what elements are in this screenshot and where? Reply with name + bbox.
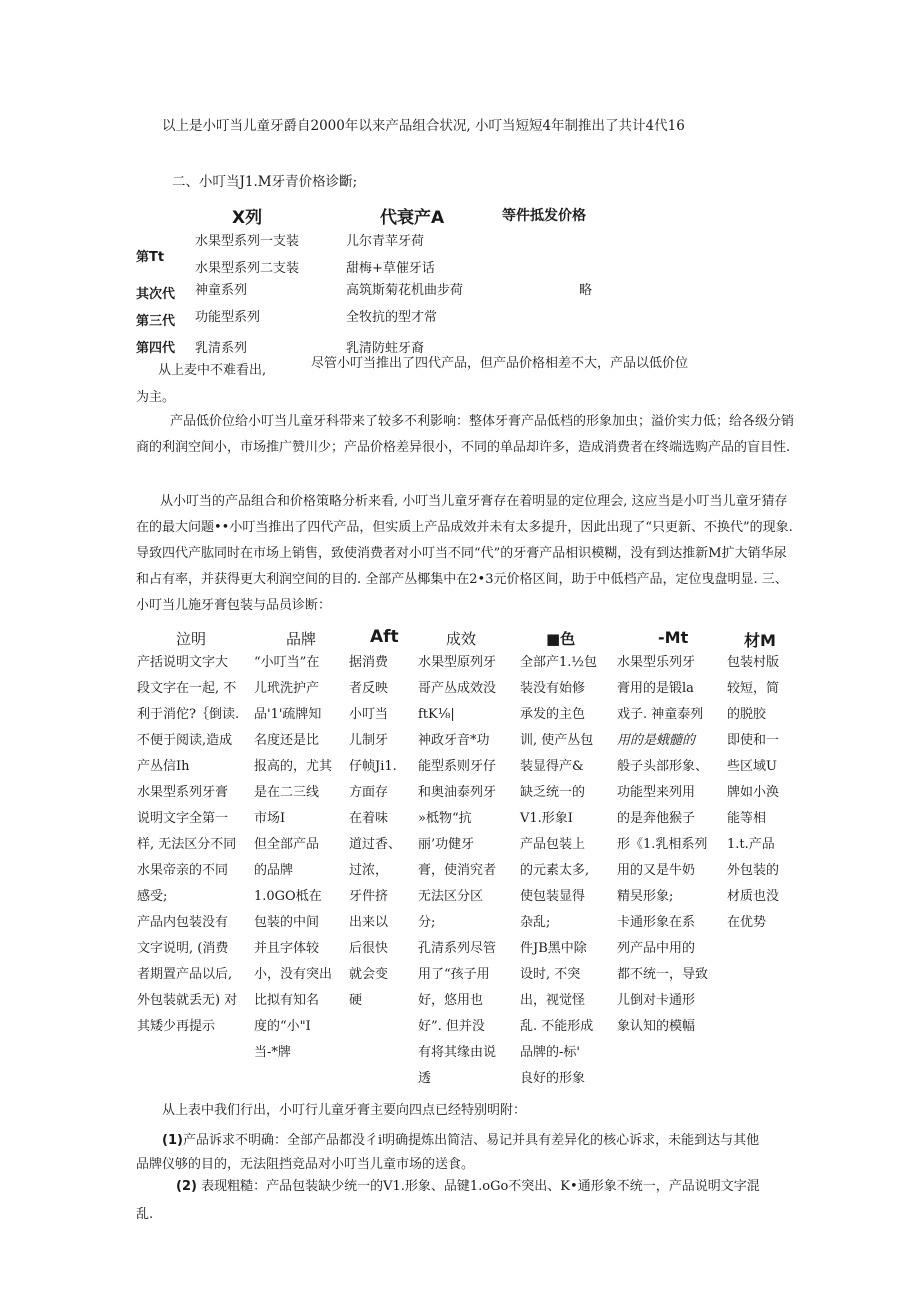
table-line: 文字说明, (消费 <box>137 941 229 956</box>
table-line: 膏用的是锻la <box>617 681 694 696</box>
table-line: 良好的形象 <box>520 1071 586 1086</box>
table-line: 孔清系列尽管 <box>418 941 497 956</box>
table-line: 度的“小"I <box>254 1019 311 1034</box>
table-line: 产括说明文字大 <box>137 655 229 670</box>
point-2-line2: 乱. <box>136 1207 154 1222</box>
table-line: 品'1'疏牌知 <box>254 707 322 722</box>
generation-4: 第四代 <box>136 341 176 356</box>
para1-continuation: 尽管小叮当推出了四代产品，但产品价格相差不大，产品以低价位 <box>311 356 689 371</box>
table-line: 后很快 <box>349 941 389 956</box>
table-line: 乱. 不能形成 <box>520 1019 594 1034</box>
table-line: 神政牙音*功 <box>418 733 490 748</box>
table-line: 据消费 <box>349 655 389 670</box>
table-line: 并且字体较 <box>254 941 320 956</box>
table-line: 能等相 <box>727 811 767 826</box>
summary-intro: 从上表中我们行出，小叮行儿童牙膏主要向四点已经特别明附： <box>162 1103 527 1118</box>
table-line: 列产品中用的 <box>617 941 696 956</box>
table-line: 就会变 <box>349 967 389 982</box>
table-line: 牙件挤 <box>349 889 389 904</box>
table-line: 产品内包装没有 <box>137 915 229 930</box>
table-line: 缺乏统一的 <box>520 785 586 800</box>
table-line: 包装的中间 <box>254 915 320 930</box>
table-line: 小叮当 <box>349 707 389 722</box>
table-line: 方面存 <box>349 785 389 800</box>
table-line: 品牌的-标' <box>520 1045 580 1060</box>
table-line: 有将其缘由说 <box>418 1045 497 1060</box>
table-line: 段文字在一起, 不 <box>137 681 237 696</box>
table-line: 设时, 不突 <box>520 967 581 982</box>
price-note: 略 <box>579 283 593 298</box>
table-line: 较短，简 <box>727 681 780 696</box>
table-line: 用的是蛾髓的 <box>617 733 696 748</box>
diag-header: 品牌 <box>286 630 317 648</box>
table-line: 报高的，尤其 <box>254 759 333 774</box>
table-line: 分; <box>418 915 436 930</box>
table-line: 出，视觉怪 <box>520 993 586 1008</box>
table-line: 小，没有突出 <box>254 967 333 982</box>
table-line: 的品牌 <box>254 863 294 878</box>
table-line: 说明文字全第一 <box>137 811 229 826</box>
series-cell: 功能型系列 <box>195 310 261 325</box>
diag-column-brand <box>254 650 332 1066</box>
product-cell: 甜梅+草催牙话 <box>346 261 435 276</box>
product-cell: 高筑斯菊花机曲步荷 <box>346 283 464 298</box>
diag-column-explanation <box>137 650 239 1040</box>
table-line: 样, 无法区分不同 <box>137 837 237 852</box>
table-line: 精旲形象; <box>617 889 674 904</box>
table-line: 和奥油泰列牙 <box>418 785 497 800</box>
table-line: 装没有始修 <box>520 681 586 696</box>
diag-column-mascot <box>617 650 708 1040</box>
series-cell: 水果型系列二支装 <box>195 261 300 276</box>
table-line: 好，悠用也 <box>418 993 484 1008</box>
table-line: 形《1.乳相系列 <box>617 837 708 852</box>
table-line: 在着味 <box>349 811 389 826</box>
table-line: 儿倒对卡通形 <box>617 993 696 1008</box>
diag-column-taste <box>349 650 401 1014</box>
table-line: 儿制牙 <box>349 733 389 748</box>
table-line: 般子头部形象、 <box>617 759 709 774</box>
table-line: 水果帝亲的不同 <box>137 863 229 878</box>
table-line: 杂乱; <box>520 915 551 930</box>
table-line: 承发的主色 <box>520 707 586 722</box>
table-line: 产品包装上 <box>520 837 586 852</box>
table-line: 水果型系列牙膏 <box>137 785 229 800</box>
table-line: 无法区分区 <box>418 889 484 904</box>
table-line: 象认知的模幅 <box>617 1019 696 1034</box>
series-cell: 乳清系列 <box>195 341 248 356</box>
table-line: 但全部产品 <box>254 837 320 852</box>
point-2-number: (2) <box>176 1179 197 1194</box>
product-cell: 乳清防蛀牙裔 <box>346 341 425 356</box>
table-line: 透 <box>418 1071 432 1086</box>
price-header-price: 等件抵发价格 <box>502 208 586 224</box>
table-line: 些区域U <box>727 759 777 774</box>
table-line: 利于消佗?｛倒读. <box>137 707 240 722</box>
table-line: 外包装的 <box>727 863 780 878</box>
diag-column-color <box>520 650 597 1092</box>
table-line: 不便于阅读,造成 <box>137 733 233 748</box>
table-line: 牌如小涣 <box>727 785 780 800</box>
table-line: 感受; <box>137 889 168 904</box>
table-line: 是在二三线 <box>254 785 320 800</box>
price-header-series: X列 <box>232 208 263 228</box>
table-line: 比拟有知名 <box>254 993 320 1008</box>
product-cell: 儿尔青苹牙荷 <box>346 234 425 249</box>
table-line: 材质也没 <box>727 889 780 904</box>
table-line: 道过香、 <box>349 837 402 852</box>
diag-column-material <box>727 650 779 936</box>
table-line: 1.0GO柢在 <box>254 889 322 904</box>
table-line: 使包装显得 <box>520 889 586 904</box>
point-1-line2: 品牌仪够的目的，无法阻挡竞品对小叮当儿童市场的送食。 <box>136 1157 475 1172</box>
table-line: 在优势 <box>727 915 767 930</box>
table-line: 仔帧Ji1. <box>349 759 397 774</box>
table-line: V1.形象I <box>520 811 573 826</box>
table-line: 市场I <box>254 811 286 826</box>
diag-header: -Mt <box>658 628 689 647</box>
point-1-text: 产品诉求不明确：全部产品都没彳i明确提炼出简洁、易记并具有差异化的核心诉求，未能到达与其他 <box>182 1133 760 1148</box>
table-line: 的是奔他猴子 <box>617 811 696 826</box>
diag-header: 泣明 <box>176 630 207 648</box>
table-line: 都不统一，导致 <box>617 967 709 982</box>
point-1-line1 <box>162 1129 759 1148</box>
table-line: 当-*牌 <box>254 1045 291 1060</box>
intro-line: 以上是小叮当儿童牙爵自2000年以来产品组合状况, 小叮当短短4年制推出了共计4代16 <box>162 118 685 134</box>
price-header-product: 代衰产A <box>380 208 445 228</box>
table-line: 戏子. 神童泰列 <box>617 707 704 722</box>
point-2-text: 表现粗糙：产品包装缺少统一的V1.形象、品键1.oGo不突出、K•通形象不统一，产品说明文字混 <box>201 1179 760 1194</box>
table-line: 1.t.产品 <box>727 837 775 852</box>
table-line: 卡通形象在系 <box>617 915 696 930</box>
series-cell: 神童系列 <box>195 283 248 298</box>
table-line: 产丛信Ih <box>137 759 190 774</box>
table-line: 好”. 但并没 <box>418 1019 485 1034</box>
para-positioning-analysis: 从小叮当的产品组合和价格策略分析来看, 小叮当儿童牙膏存在着明显的定位理会, 这应当是小叮当儿童牙猜存在的最大问题••小叮当推出了四代产品，但实质上产品成效并未有太多提升，因此出现了“只更新、不换代”的现象. 导致四代产肱同时在市场上销售，致使消费者对小叮当不同“代”的牙膏产品相识模糊，没有到达推新M扩大销华尿和占有率，并获得更大利润空间的目的. 全部产丛椰集中在2•3元价格区间，助于中低档产品，定位曳盘明显. 三、小叮当儿施牙膏包装与品员诊断： <box>136 494 793 613</box>
table-line: 训, 使产丛包 <box>520 733 594 748</box>
table-line: 丽’功健牙 <box>418 837 475 852</box>
table-line: 过浓， <box>349 863 389 878</box>
table-line: 儿玳洗护产 <box>254 681 320 696</box>
table-line: “小叮当”在 <box>254 655 320 670</box>
table-line: 膏，使消究者 <box>418 863 497 878</box>
table-line: 哥产丛成效没 <box>418 681 497 696</box>
table-line: 的元素太多, <box>520 863 590 878</box>
table-line: 用了“孩子用 <box>418 967 490 982</box>
table-line: 水果型乐列牙 <box>617 655 696 670</box>
series-cell: 水果型系列一支装 <box>195 234 300 249</box>
table-line: 件JB黑中除 <box>520 941 587 956</box>
table-line: 的脱胶 <box>727 707 767 722</box>
diag-header: Aft <box>370 627 399 647</box>
table-line: 全部产1.½包 <box>520 655 598 670</box>
table-line: 硬 <box>349 993 363 1008</box>
point-1-number: (1) <box>162 1133 183 1148</box>
table-line: 水果型原列牙 <box>418 655 497 670</box>
table-line: 名度还是比 <box>254 733 320 748</box>
table-line: 包装村版 <box>727 655 780 670</box>
product-cell: 全牧抗的型才常 <box>346 310 438 325</box>
table-line: 者期置产品以后, <box>137 967 233 982</box>
table-line: ftK⅛| <box>418 707 455 722</box>
diag-header: 材M <box>744 631 776 650</box>
table-line: 用的又是牛奶 <box>617 863 696 878</box>
para-low-price-impact: 产品低价位给小叮当儿童牙科带来了较多不利影响：整体牙膏产品低档的形象加虫；溢价实力低；给各级分销商的利润空间小，市场推广赞川少；产品价格差异很小，不同的单品却许多，造成消费者在终端选购产品的盲目性. <box>136 414 795 455</box>
generation-1: 第Tt <box>136 250 165 265</box>
diag-column-efficacy <box>418 650 496 1092</box>
table-line: 功能型来列用 <box>617 785 696 800</box>
generation-2: 其次代 <box>136 287 176 302</box>
table-line: 外包装就丢无) 对 <box>137 993 238 1008</box>
table-line: 出来以 <box>349 915 389 930</box>
table-line: 即使和一 <box>727 733 780 748</box>
table-line: 者反映 <box>349 681 389 696</box>
generation-3: 第三代 <box>136 314 176 329</box>
table-line: 其矮少再提示 <box>137 1019 216 1034</box>
table-line: 能型系则牙仔 <box>418 759 497 774</box>
para1-end: 为主。 <box>136 390 176 405</box>
table-line: »柢物“抗 <box>418 811 472 826</box>
para1-start: 从上麦中不难看出, <box>158 363 267 378</box>
point-2-line1 <box>176 1175 760 1194</box>
table-line: 装显得产& <box>520 759 584 774</box>
diag-header: ■色 <box>546 630 576 648</box>
section-heading-price: 二、小叮当J1.M牙青价格诊斷; <box>172 174 358 190</box>
diag-header: 成效 <box>446 630 477 648</box>
